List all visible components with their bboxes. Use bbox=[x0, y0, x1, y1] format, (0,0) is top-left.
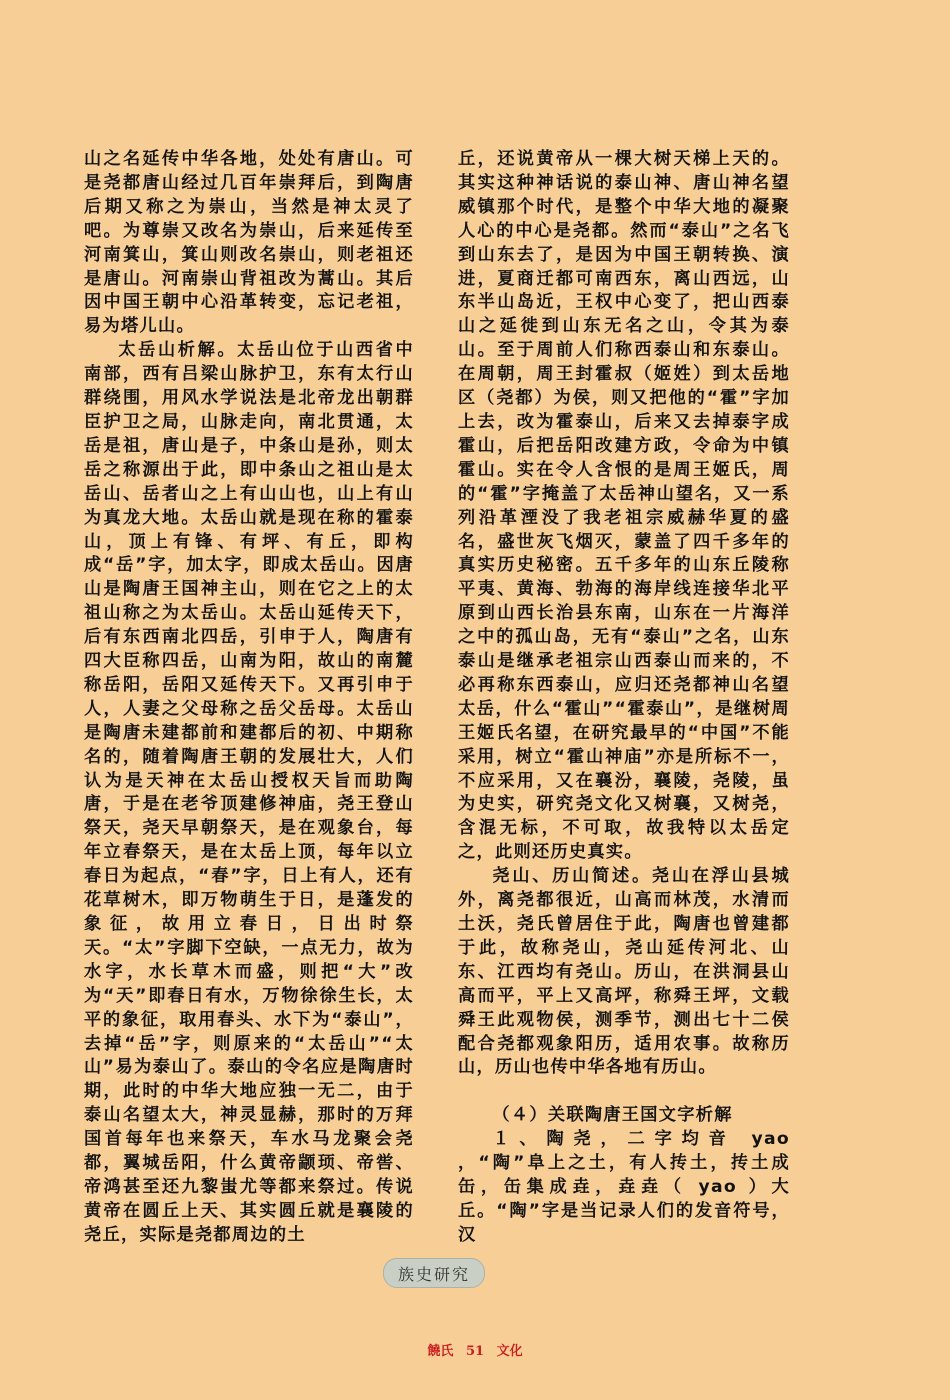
paragraph: 尧山、历山简述。尧山在浮山县城外，离尧都很近，山高而林茂，水清而土沃，尧氏曾居住于此，陶唐也曾建都于此，故称尧山，尧山延传河北、山东、江西均有尧山。历山，在洪洞县山高而平，平上又高坪，称舜王坪，文载舜王此观物侯，测季节，测出七十二侯配合尧都观象阳历，适用农事。故称历山，历山也传中华各地有历山。 bbox=[458, 866, 790, 1078]
section-heading: （４）关联陶唐王国文字析解 bbox=[492, 1105, 733, 1126]
paragraph: 丘，还说黄帝从一棵大树天梯上天的。其实这种神话说的泰山神、唐山神名望威镇那个时代，是整个中华大地的凝聚人心的中心是尧都。然而“泰山”之名飞到山东去了，是因为中国王朝转换、演进，夏商迁都可南西东，离山西远，山东半山岛近，王权中心变了，把山西泰山之延徙到山东无名之山，令其为泰山。至于周前人们称西泰山和东泰山。在周朝，周王封霍叔（姬姓）到太岳地区（尧都）为侯，则又把他的“霍”字加上去，改为霍泰山，后来又去掉泰字成霍山，后把岳阳改建方政，令命为中镇霍山。实在令人含恨的是周王姬氏，周的“霍”字掩盖了太岳神山望名，又一系列沿革湮没了我老祖宗威赫华夏的盛名，盛世灰飞烟灭，蒙盖了四千多年的真实历史秘密。五千多年的山东丘陵称平夷、黄海、勃海的海岸线连接华北平原到山西长治县东南，山东在一片海洋之中的孤山岛，无有“泰山”之名，山东泰山是继承老祖宗山西泰山而来的，不必再称东西泰山，应归还尧都神山名望太岳，什么“霍山”“霍泰山”，是继树周王姬氏名望，在研究最早的“中国”不能采用，树立“霍山神庙”亦是所标不一，不应采用，又在襄汾，襄陵，尧陵，虽为史实，研究尧文化又树襄，又树尧，含混无标，不可取，故我特以太岳定之，此则还历史真实。 bbox=[458, 149, 790, 863]
right-text-column bbox=[458, 148, 790, 1248]
paragraph: 太岳山析解。太岳山位于山西省中南部，西有吕梁山脉护卫，东有太行山群绕围，用风水学说法是北帝龙出朝群臣护卫之局，山脉走向，南北贯通，太岳是祖，唐山是子，中条山是孙，则太岳之称源出于此，即中条山之祖山是太岳山、岳者山之上有山山也，山上有山为真龙大地。太岳山就是现在称的霍泰山，顶上有锋、有坪、有丘，即构成“岳”字，加太字，即成太岳山。因唐山是陶唐王国神主山，则在它之上的太祖山称之为太岳山。太岳山延传天下，后有东西南北四岳，引申于人，陶唐有四大臣称四岳，山南为阳，故山的南麓称岳阳，岳阳又延传天下。又再引申于人，人妻之父母称之岳父岳母。太岳山是陶唐未建都前和建都后的初、中期称名的，随着陶唐王朝的发展壮大，人们认为是天神在太岳山授权天旨而助陶唐，于是在老爷顶建修神庙，尧王登山祭天，尧天早朝祭天，是在观象台，每年立春祭天，是在太岳上顶，每年以立春日为起点，“春”字，日上有人，还有花草树木，即万物萌生于日，是蓬发的象征，故用立春日，日出时祭天。“太”字脚下空缺，一点无力，故为水字，水长草木而盛，则把“大”改为“天”即春日有水，万物徐徐生长，太平的象征，取用春头、水下为“泰山”，去掉“岳”字，则原来的“太岳山”“太山”易为泰山了。泰山的令名应是陶唐时期，此时的中华大地应独一无二，由于泰山名望太大，神灵显赫，那时的万拜国首每年也来祭天，车水马龙聚会尧都，翼城岳阳，什么黄帝颛顼、帝喾、帝鸿甚至还九黎蚩尤等都来祭过。传说黄帝在圆丘上天、其实圆丘就是襄陵的尧丘，实际是尧都周边的土 bbox=[84, 340, 414, 1245]
footer-section-name: 文化 bbox=[496, 1344, 523, 1359]
paragraph: 山之名延传中华各地，处处有唐山。可是尧都唐山经过几百年崇拜后，到陶唐后期又称之为崇山，当然是神太灵了吧。为尊崇又改名为崇山，后来延传至河南箕山，箕山则改名崇山，则老祖还是唐山。河南崇山背祖改为蒿山。其后因中国王朝中心沿革转变，忘记老祖，易为塔儿山。 bbox=[84, 149, 414, 337]
paragraph: １、陶尧，二字均音 yao ，“陶”阜上之土，有人抟土，抟土成缶，缶集成垚，垚垚（ yao ）大丘。“陶”字是当记录人们的发音符号，汉 bbox=[458, 1129, 790, 1245]
left-text-column bbox=[84, 148, 414, 1248]
page-number: 51 bbox=[465, 1344, 485, 1359]
page-footer bbox=[0, 1340, 950, 1359]
journal-section-badge: 族史研究 bbox=[383, 1258, 485, 1288]
footer-journal-name: 饒氏 bbox=[427, 1344, 454, 1359]
